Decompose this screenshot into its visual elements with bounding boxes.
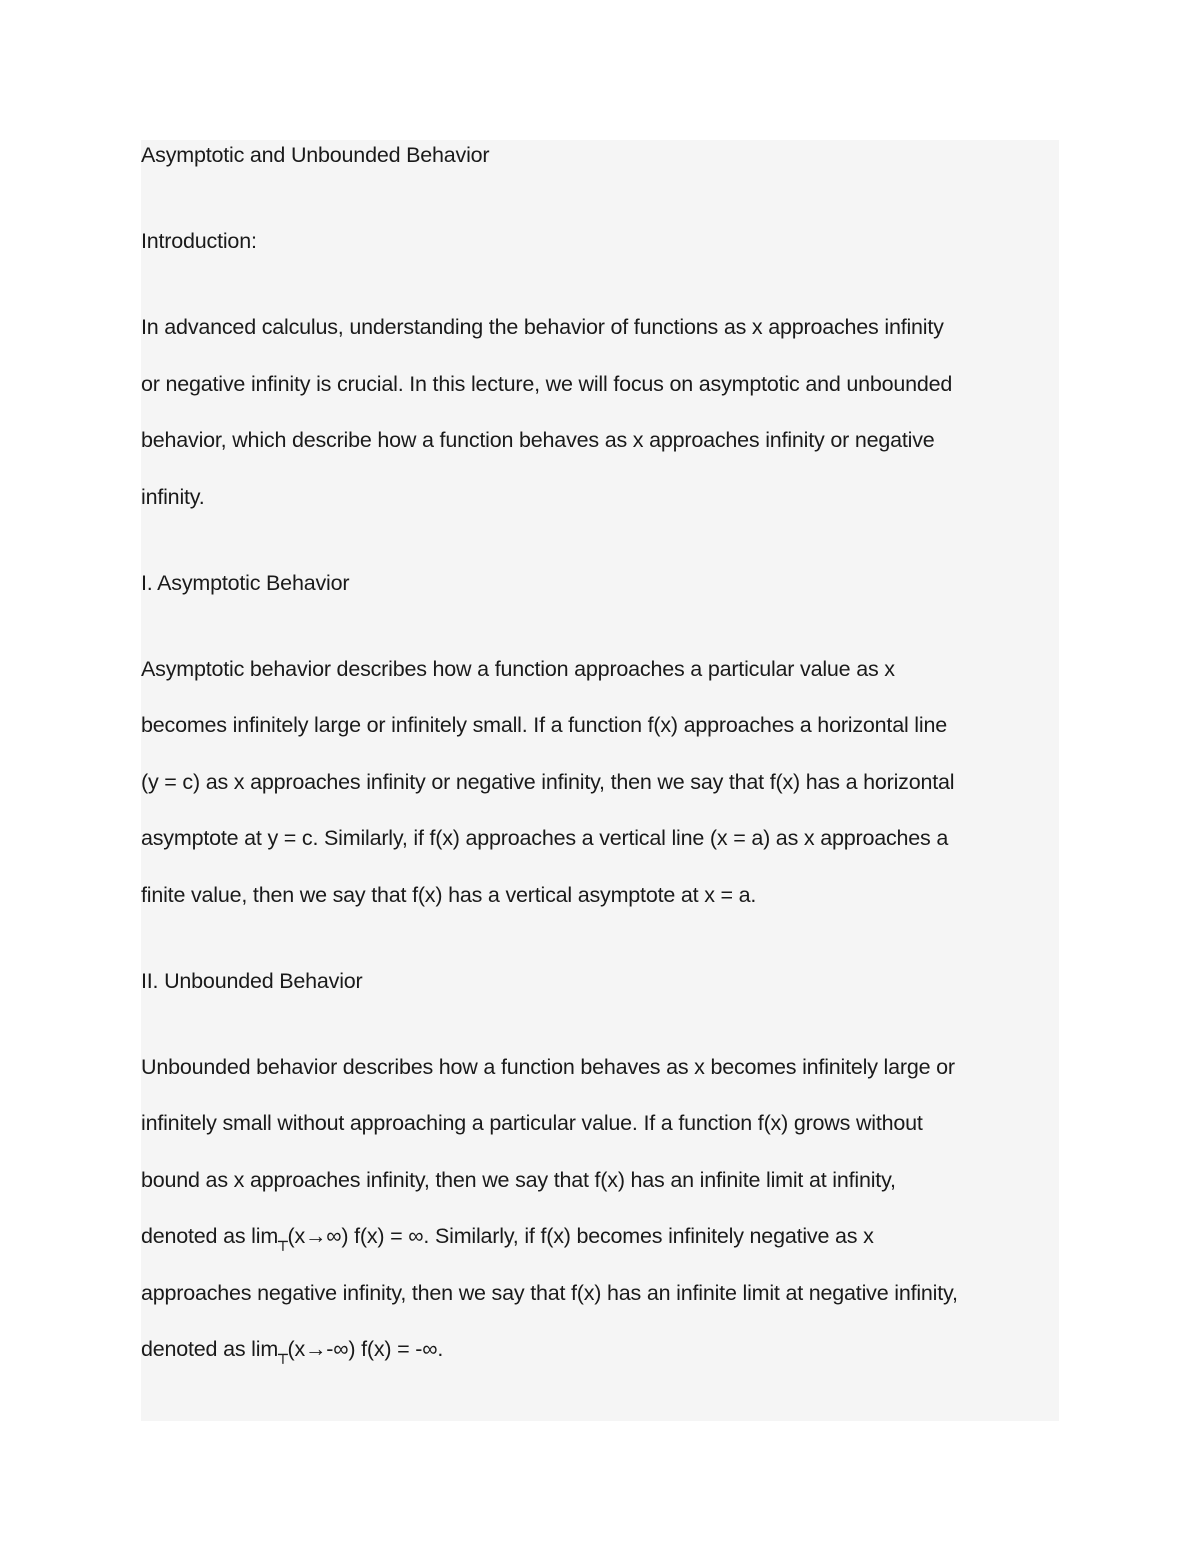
- paragraph-line: asymptote at y = c. Similarly, if f(x) approaches a vertical line (x = a) as x approaches a: [141, 826, 949, 850]
- limit-symbol: ┬: [278, 1232, 288, 1251]
- section1-heading-block: [141, 555, 1059, 612]
- document-title: Asymptotic and Unbounded Behavior: [141, 143, 490, 167]
- intro-heading-block: [141, 213, 1059, 270]
- section2-paragraph: [141, 1039, 1059, 1378]
- document-body: [141, 140, 1059, 1407]
- formula-text: (x→-∞) f(x) = -∞.: [287, 1337, 444, 1361]
- paragraph-line: approaches negative infinity, then we say that f(x) has an infinite limit at negative infinity,: [141, 1280, 958, 1305]
- intro-paragraph: [141, 299, 1059, 525]
- paragraph-line: Unbounded behavior describes how a function behaves as x becomes infinitely large or: [141, 1054, 955, 1079]
- paragraph-line: Asymptotic behavior describes how a function approaches a particular value as x: [141, 656, 895, 681]
- content-area: [141, 140, 1059, 1421]
- paragraph-line: finite value, then we say that f(x) has a vertical asymptote at x = a.: [141, 882, 757, 907]
- formula-text: (x→∞) f(x) = ∞. Similarly, if f(x) becomes infinitely negative as x: [287, 1224, 874, 1248]
- paragraph-line: (y = c) as x approaches infinity or negative infinity, then we say that f(x) has a horizontal: [141, 769, 955, 794]
- paragraph-line: [141, 1208, 1059, 1265]
- section-heading: II. Unbounded Behavior: [141, 968, 363, 993]
- formula-prefix: denoted as lim: [141, 1337, 279, 1361]
- paragraph-line: or negative infinity is crucial. In this lecture, we will focus on asymptotic and unbounded: [141, 371, 953, 396]
- paragraph-line: [141, 1321, 1059, 1378]
- limit-symbol: ┬: [278, 1345, 288, 1364]
- section-heading: I. Asymptotic Behavior: [141, 570, 350, 595]
- document-title-block: [141, 127, 1059, 184]
- section1-paragraph: [141, 641, 1059, 924]
- paragraph-line: In advanced calculus, understanding the behavior of functions as x approaches infinity: [141, 315, 944, 339]
- paragraph-line: infinitely small without approaching a particular value. If a function f(x) grows without: [141, 1111, 923, 1135]
- formula-prefix: denoted as lim: [141, 1224, 279, 1248]
- paragraph-line: bound as x approaches infinity, then we say that f(x) has an infinite limit at infinity,: [141, 1167, 896, 1192]
- paragraph-line: infinity.: [141, 484, 205, 509]
- section2-heading-block: [141, 953, 1059, 1010]
- paragraph-line: behavior, which describe how a function behaves as x approaches infinity or negative: [141, 428, 935, 452]
- paragraph-line: becomes infinitely large or infinitely small. If a function f(x) approaches a horizontal line: [141, 713, 947, 737]
- intro-heading: Introduction:: [141, 229, 257, 253]
